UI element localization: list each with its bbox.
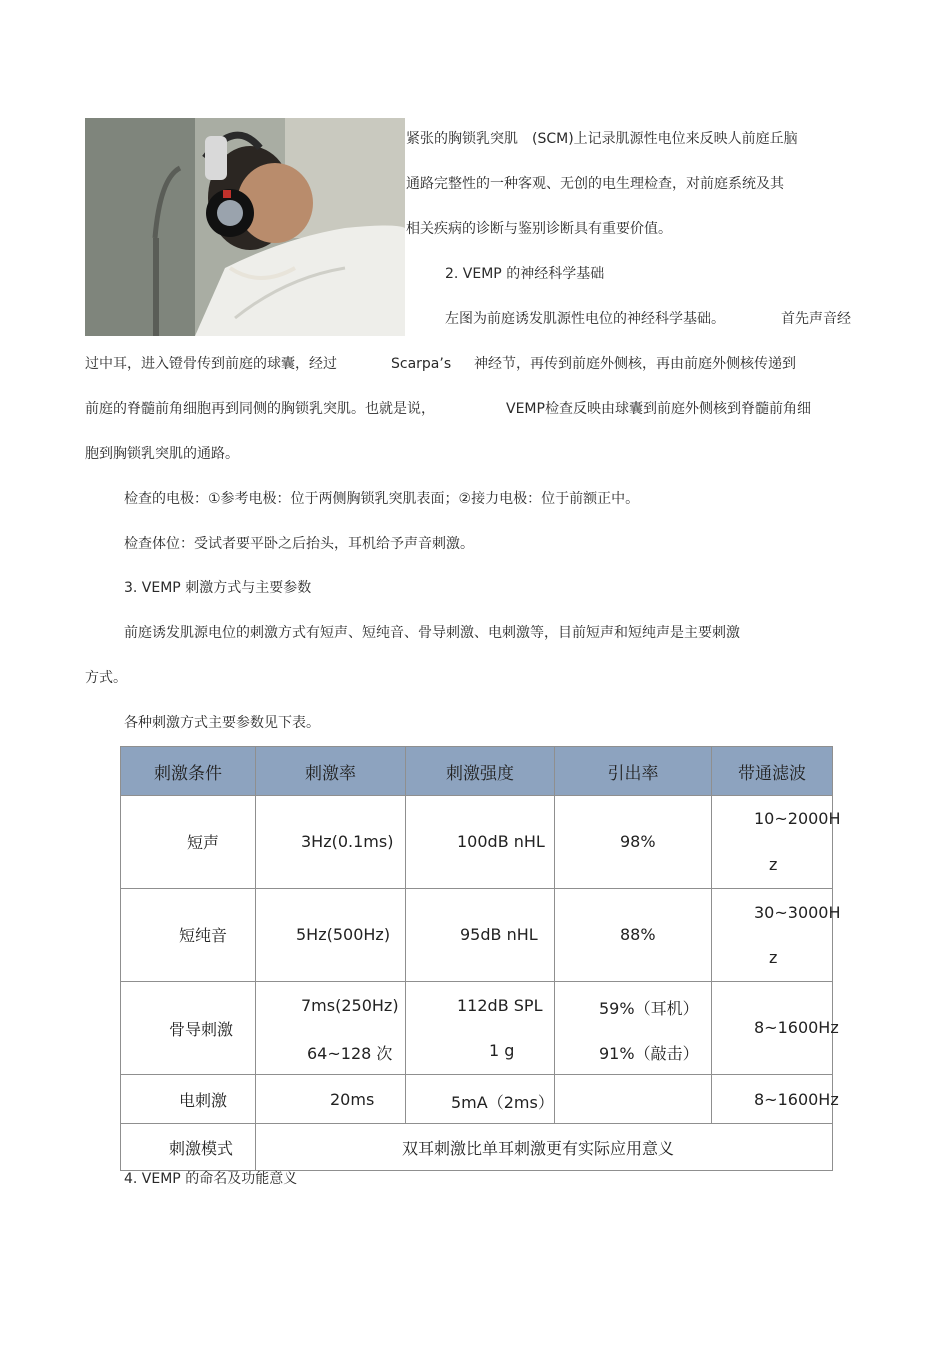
table-cell [555,1075,712,1124]
filter-text-wrap: z [769,855,778,874]
intensity-text: 112dB SPL [457,996,543,1015]
header-cell: 引出率 [555,747,712,796]
section2-text-2b: Scarpa’s [391,356,452,372]
intensity-text: 100dB nHL [457,832,545,851]
filter-text-wrap: z [769,948,778,967]
table-cell [121,889,256,982]
intensity-text: 5mA（2ms） [451,1093,554,1112]
yield-text: 98% [620,832,656,851]
header-cell: 刺激率 [256,747,406,796]
table-cell [121,1124,256,1171]
table-cell [256,982,406,1075]
section2-text-4: 胞到胸锁乳突肌的通路。 [85,446,239,462]
table-cell [256,796,406,889]
section4-heading: 4. VEMP 的命名及功能意义 [124,1171,298,1187]
cond-text: 骨导刺激 [169,1020,234,1039]
stimulus-parameters-table [120,746,841,1171]
table-cell [406,889,555,982]
intensity-text-2: 1 g [489,1041,515,1060]
table-cell [256,1075,406,1124]
section3-heading: 3. VEMP 刺激方式与主要参数 [124,580,312,596]
position-text: 检查体位：受试者要平卧之后抬头，耳机给予声音刺激。 [124,536,474,552]
table-cell [256,1124,833,1171]
table-cell [555,982,712,1075]
header-cell: 带通滤波 [712,747,833,796]
rate-text: 3Hz(0.1ms) [301,832,394,851]
table-cell [712,1075,839,1124]
electrodes-text: 检查的电极：①参考电极：位于两侧胸锁乳突肌表面；②接力电极：位于前额正中。 [124,491,640,507]
section3-text-2: 方式。 [85,670,127,686]
table-cell [712,889,841,982]
table-cell [256,889,406,982]
table-row [121,889,833,982]
section2-text-3b: VEMP检查反映由球囊到前庭外侧核到脊髓前角细 [506,401,811,417]
table-cell [121,796,256,889]
subject-with-headphones-illustration [85,118,405,336]
mode-label: 刺激模式 [169,1139,234,1158]
table-intro: 各种刺激方式主要参数见下表。 [124,715,320,731]
section2-text-1b: 首先声音经 [781,311,851,327]
table-cell [712,796,841,889]
rate-text-2: 64~128 次 [307,1044,393,1063]
filter-text: 10~2000H [754,809,841,828]
table-cell [121,1075,256,1124]
filter-text: 30~3000H [754,903,841,922]
yield-text: 88% [620,925,656,944]
intro-line-1: 紧张的胸锁乳突肌 (SCM)上记录肌源性电位来反映人前庭丘脑 [406,131,798,147]
table-row-mode [121,1124,833,1171]
mode-value: 双耳刺激比单耳刺激更有实际应用意义 [402,1139,675,1158]
table-cell [406,982,555,1075]
rate-text: 7ms(250Hz) [301,996,399,1015]
rate-text: 5Hz(500Hz) [296,925,391,944]
section2-text-2a: 过中耳，进入镫骨传到前庭的球囊，经过 [85,356,337,372]
cond-text: 短纯音 [179,926,228,945]
section2-text-1a: 左图为前庭诱发肌源性电位的神经科学基础。 [445,311,725,327]
table-header-row [121,747,833,796]
table-cell [555,796,712,889]
intensity-text: 95dB nHL [460,925,538,944]
rate-text: 20ms [330,1090,375,1109]
intro-line-2: 通路完整性的一种客观、无创的电生理检查，对前庭系统及其 [406,176,784,192]
section2-heading: 2. VEMP 的神经科学基础 [445,266,605,282]
yield-text-2: 91%（敲击） [599,1044,699,1063]
table-cell [121,982,256,1075]
subject-photo [85,118,405,336]
table-cell [555,889,712,982]
intro-line-3: 相关疾病的诊断与鉴别诊断具有重要价值。 [406,221,672,237]
filter-text: 8~1600Hz [754,1018,839,1037]
table-cell [406,796,555,889]
section3-text-1: 前庭诱发肌源电位的刺激方式有短声、短纯音、骨导刺激、电刺激等，目前短声和短纯声是主要刺激 [124,625,740,641]
section2-text-2c: 神经节，再传到前庭外侧核，再由前庭外侧核传递到 [474,356,796,372]
filter-text: 8~1600Hz [754,1090,839,1109]
section2-text-3a: 前庭的脊髓前角细胞再到同侧的胸锁乳突肌。也就是说， [85,401,435,417]
table-row [121,796,833,889]
cond-text: 电刺激 [179,1091,228,1110]
table-row [121,1075,833,1124]
cond-text: 短声 [187,833,220,852]
header-cell: 刺激条件 [121,747,256,796]
yield-text: 59%（耳机） [599,999,699,1018]
table-row [121,982,833,1075]
table-cell [712,982,839,1075]
table-cell [406,1075,555,1124]
header-cell: 刺激强度 [406,747,555,796]
